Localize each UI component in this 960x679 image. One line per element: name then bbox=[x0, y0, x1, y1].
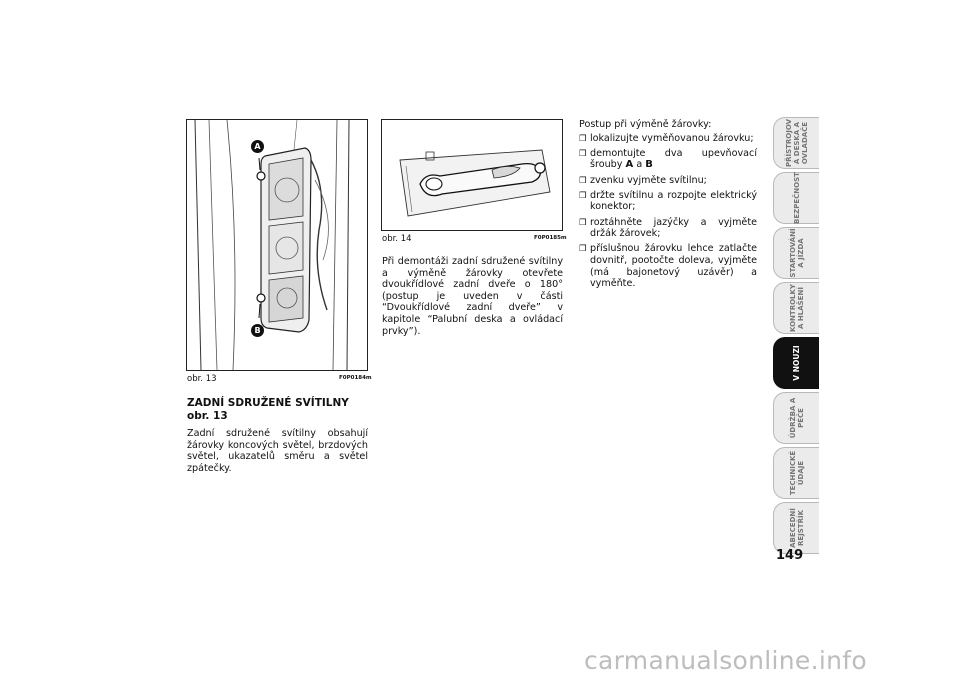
section-title: ZADNÍ SDRUŽENÉ SVÍTILNY bbox=[187, 397, 349, 409]
checkbox-bullet-icon: ❒ bbox=[579, 175, 587, 186]
tab-v-nouzi[interactable]: V NOUZI bbox=[773, 337, 819, 389]
tab-udrzba[interactable]: ÚDRŽBA A PÉČE bbox=[773, 392, 819, 444]
tab-pristrojova-deska[interactable]: PŘÍSTROJOV Á DESKA A OVLADAČE bbox=[773, 117, 819, 169]
figure-14-code: F0P0185m bbox=[534, 235, 567, 241]
figure-13-code: F0P0184m bbox=[339, 375, 372, 381]
section-subtitle: obr. 13 bbox=[187, 410, 228, 422]
checkbox-bullet-icon: ❒ bbox=[579, 190, 587, 201]
checkbox-bullet-icon: ❒ bbox=[579, 244, 587, 255]
figure-14-caption: obr. 14 bbox=[382, 234, 412, 244]
checkbox-bullet-icon: ❒ bbox=[579, 133, 587, 144]
procedure-step-4: ❒ držte svítilnu a rozpojte elektrický konektor; bbox=[579, 189, 757, 213]
figure-13-rear-lamp bbox=[186, 119, 368, 371]
checkbox-bullet-icon: ❒ bbox=[579, 148, 587, 159]
figure-13-caption: obr. 13 bbox=[187, 374, 217, 384]
checkbox-bullet-icon: ❒ bbox=[579, 217, 587, 228]
rear-lamp-illustration bbox=[187, 120, 367, 370]
figure-14-wrench bbox=[381, 119, 563, 231]
tab-abecedni-rejstrik[interactable]: ABECEDNÍ REJSTŘÍK bbox=[773, 502, 819, 554]
chapter-tabs bbox=[773, 117, 819, 557]
tab-bezpecnost[interactable]: BEZPEČNOST bbox=[773, 172, 819, 224]
procedure-intro: Postup při výměně žárovky: bbox=[579, 119, 712, 130]
page-number: 149 bbox=[776, 548, 804, 563]
tab-startovani[interactable]: STARTOVÁNÍ A JÍZDA bbox=[773, 227, 819, 279]
procedure-step-2: ❒ demontujte dva upevňovací šrouby A a B bbox=[579, 147, 757, 171]
tab-kontrolky[interactable]: KONTROLKY A HLÁŠENÍ bbox=[773, 282, 819, 334]
section-body: Zadní sdružené svítilny obsahují žárovky koncových světel, brzdových světel, ukazatelů směru a světel zpátečky. bbox=[187, 428, 368, 474]
middle-paragraph: Při demontáži zadní sdružené svítilny a výměně žárovky otevřete dvoukřídlové zadní dveře o 180° (postup je uveden v části “Dvoukřídlové zadní dveře” v kapitole “Palubní deska a ovládací prvky”). bbox=[382, 256, 563, 337]
procedure-step-3: ❒ zvenku vyjměte svítilnu; bbox=[579, 174, 707, 186]
callout-a: A bbox=[251, 140, 264, 153]
watermark: carmanualsonline.info bbox=[584, 646, 867, 675]
tab-technicke-udaje[interactable]: TECHNICKÉ ÚDAJE bbox=[773, 447, 819, 499]
callout-b: B bbox=[251, 324, 264, 337]
procedure-step-6: ❒ příslušnou žárovku lehce zatlačte dovnitř, pootočte doleva, vyjměte (má bajonetový uzávěr) a vyměňte. bbox=[579, 243, 757, 290]
wrench-illustration bbox=[382, 120, 562, 230]
procedure-list bbox=[579, 119, 757, 293]
section-title-block bbox=[187, 397, 372, 423]
procedure-step-5: ❒ roztáhněte jazýčky a vyjměte držák žárovek; bbox=[579, 216, 757, 240]
procedure-step-1: ❒ lokalizujte vyměňovanou žárovku; bbox=[579, 132, 754, 144]
